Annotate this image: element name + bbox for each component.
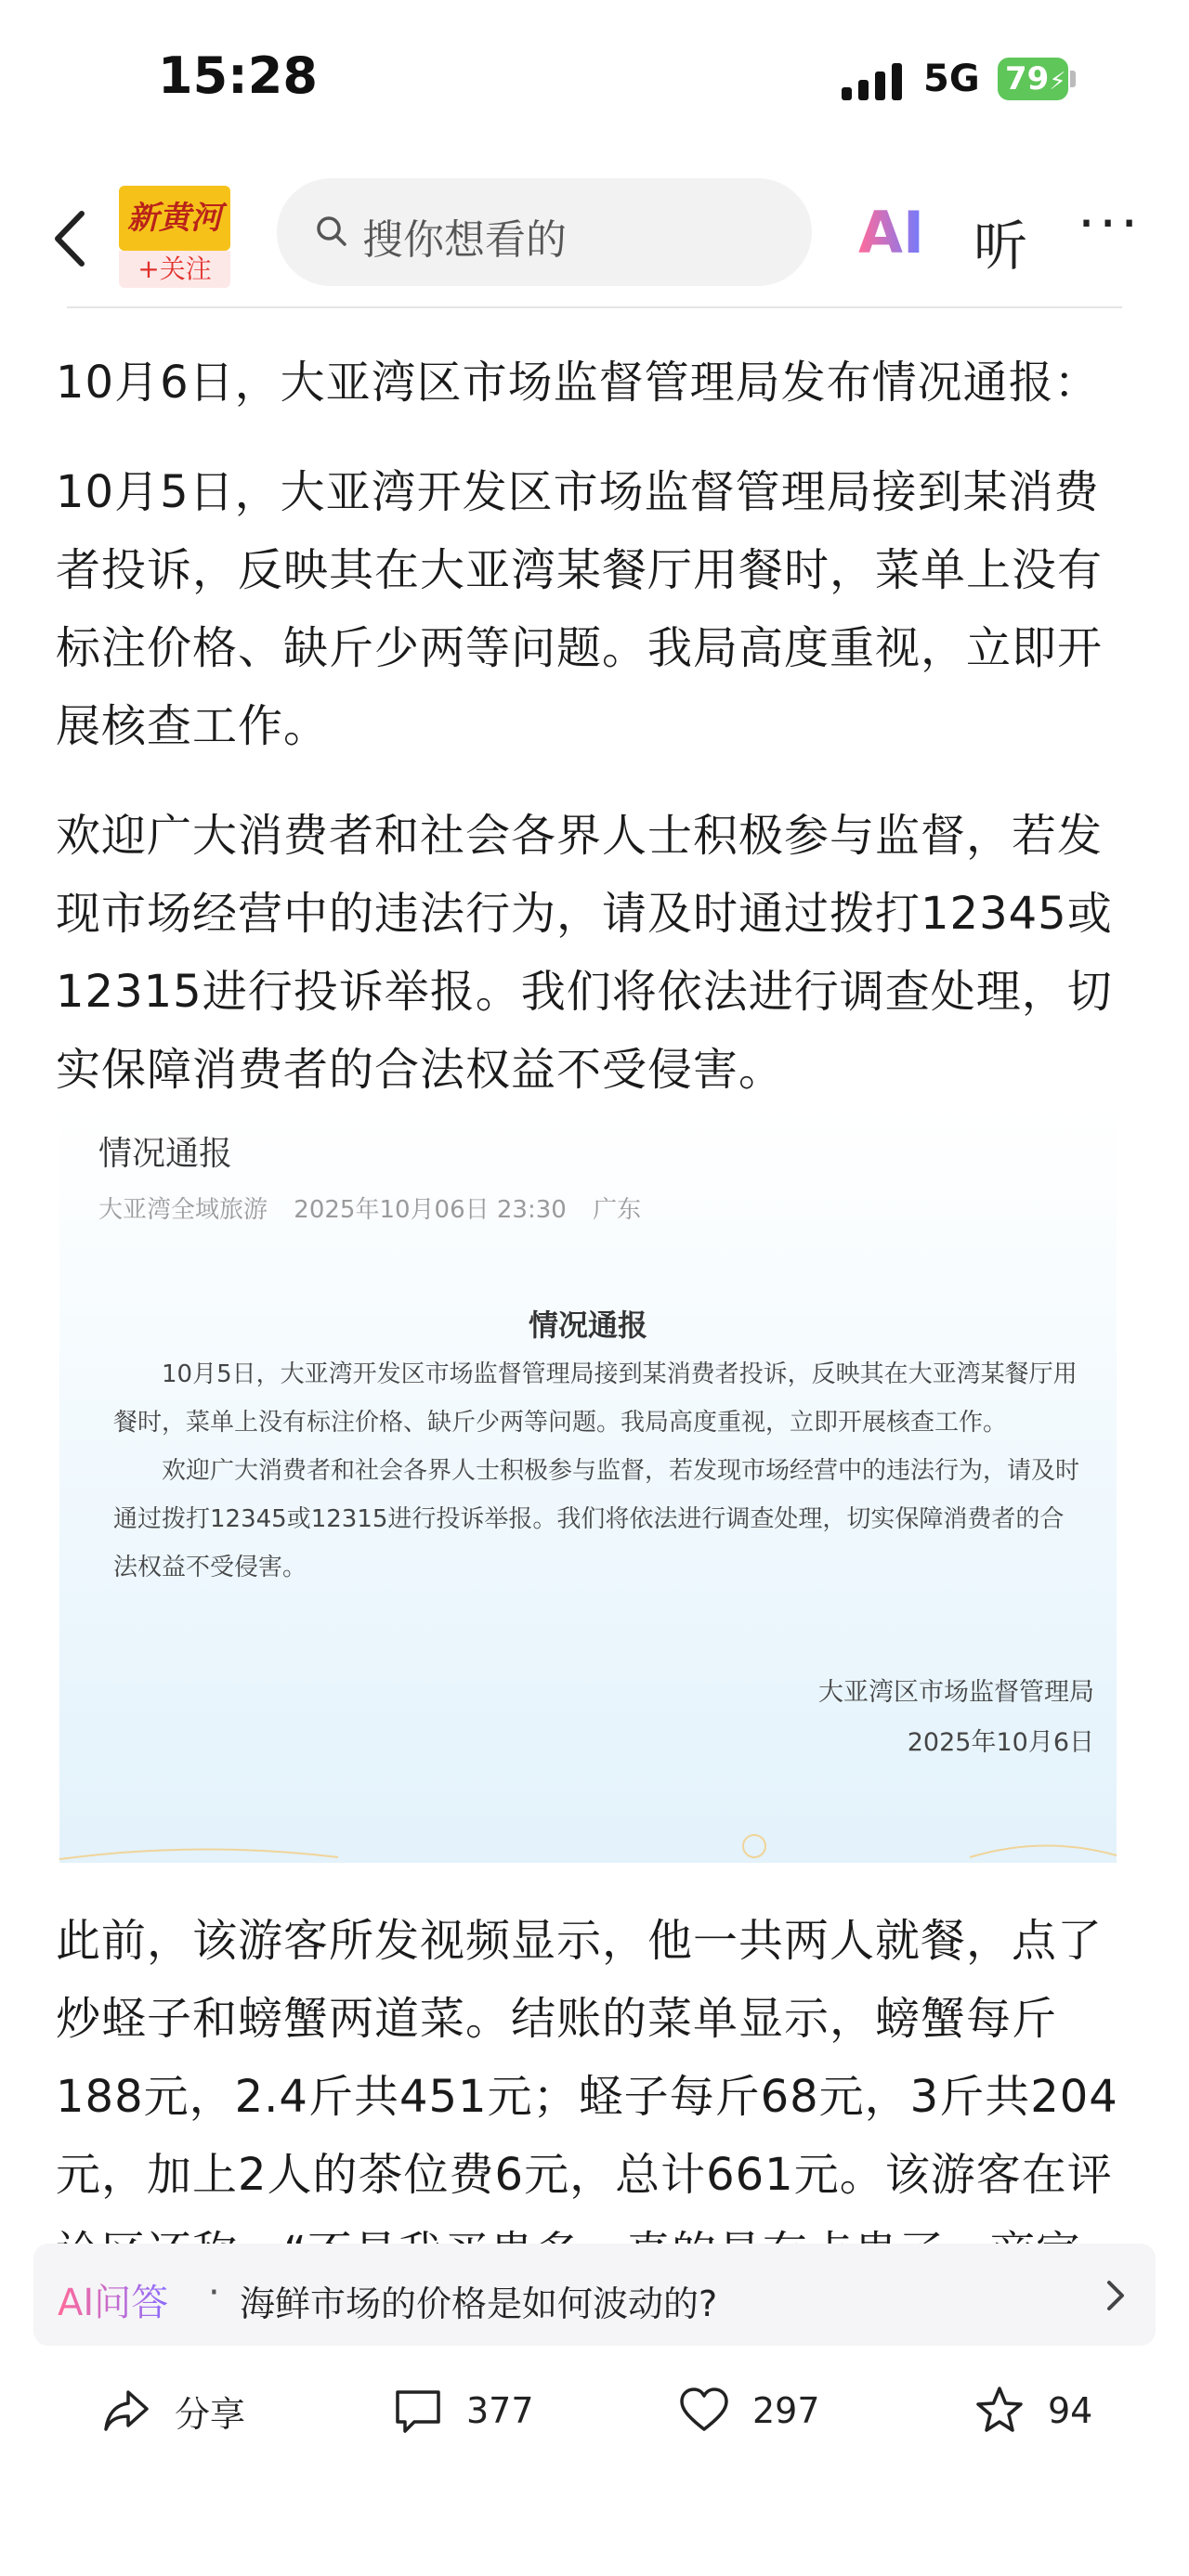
article-paragraph: 此前，该游客所发视频显示，他一共两人就餐，点了炒蛏子和螃蟹两道菜。结账的菜单显示，螃蟹每斤188元，2.4斤共451元；蛏子每斤68元，3斤共204元，加上2人的茶位费6元，总计661元。该游客在评 — [56, 1915, 1118, 2201]
article-body — [56, 344, 1133, 1140]
like-button[interactable] — [678, 2383, 820, 2439]
article-continuation — [56, 1902, 1133, 2208]
ai-qa-label: AI问答 — [58, 2273, 168, 2326]
battery-level: 79 — [1005, 60, 1050, 98]
top-nav — [0, 176, 1189, 297]
article-paragraph: 10月6日，大亚湾区市场监督管理局发布情况通报： — [56, 357, 1100, 409]
comment-button[interactable] — [392, 2383, 534, 2439]
notice-paragraph: 10月5日，大亚湾开发区市场监督管理局接到某消费者投诉，反映其在大亚湾某餐厅用餐时，菜单上没有标注价格、缺斤少两等问题。我局高度重视，立即开展核查工作。 — [113, 1360, 1078, 1437]
notice-signature-org: 大亚湾区市场监督管理局 — [818, 1678, 1094, 1707]
ai-qa-bar[interactable] — [33, 2244, 1156, 2346]
notice-image[interactable] — [59, 1107, 1117, 1863]
favorite-button[interactable] — [973, 2383, 1092, 2439]
like-count: 297 — [752, 2390, 820, 2431]
notice-meta — [98, 1190, 660, 1225]
ai-button[interactable]: AI — [858, 199, 925, 267]
follow-button[interactable]: +关注 — [119, 251, 230, 288]
notice-datetime: 2025年10月06日 23:30 — [294, 1196, 567, 1224]
share-label: 分享 — [175, 2393, 246, 2435]
favorite-count: 94 — [1048, 2390, 1093, 2431]
back-button[interactable] — [45, 206, 100, 271]
notice-title: 情况通报 — [98, 1135, 233, 1173]
search-icon — [316, 215, 347, 247]
notice-paragraph: 欢迎广大消费者和社会各界人士积极参与监督，若发现市场经营中的违法行为，请及时通过拨打12345或12315进行投诉举报。我们将依法进行调查处理，切实保障消费者的合法权益不受侵害。 — [113, 1457, 1080, 1581]
wave-decoration — [59, 1835, 1117, 1863]
ai-qa-question: 海鲜市场的价格是如何波动的? — [240, 2283, 718, 2324]
share-icon — [100, 2385, 152, 2437]
status-bar — [0, 0, 1189, 158]
star-icon — [973, 2385, 1026, 2437]
search-input[interactable] — [277, 178, 812, 286]
status-time: 15:28 — [158, 46, 318, 105]
chevron-right-icon — [1102, 2277, 1130, 2314]
share-button[interactable] — [100, 2383, 245, 2439]
battery-cap — [1070, 71, 1076, 87]
article-paragraph: 10月5日，大亚湾开发区市场监督管理局接到某消费者投诉，反映其在大亚湾某餐厅用餐时，菜单上没有标注价格、缺斤少两等问题。我局高度重视，立即开展核查工作。 — [56, 466, 1104, 752]
comment-icon — [392, 2385, 444, 2437]
notice-source: 大亚湾全域旅游 — [98, 1196, 268, 1224]
notice-body — [113, 1350, 1079, 1592]
notice-region: 广东 — [593, 1196, 642, 1224]
search-placeholder: 搜你想看的 — [362, 216, 567, 264]
chevron-left-icon — [45, 206, 100, 271]
heart-icon — [678, 2385, 730, 2437]
notice-heading: 情况通报 — [528, 1308, 647, 1343]
notice-signature — [818, 1668, 1094, 1768]
ai-qa-separator: · — [208, 2271, 220, 2314]
signal-icon — [842, 63, 903, 100]
header-divider — [67, 306, 1122, 308]
article-paragraph: 欢迎广大消费者和社会各界人士积极参与监督，若发现市场经营中的违法行为，请及时通过拨打12345或12315进行投诉举报。我们将依法进行调查处理，切实保障消费者的合法权益不受侵害。 — [56, 810, 1113, 1096]
bottom-action-bar — [0, 2359, 1189, 2461]
network-type: 5G — [923, 58, 980, 100]
comment-count: 377 — [466, 2390, 534, 2431]
listen-button[interactable]: 听 — [973, 215, 1028, 278]
notice-signature-date: 2025年10月6日 — [907, 1728, 1094, 1757]
channel-logo[interactable]: 新黄河 — [119, 186, 230, 251]
more-button[interactable]: ··· — [1078, 191, 1143, 256]
battery-icon: 79⚡ — [998, 58, 1068, 100]
